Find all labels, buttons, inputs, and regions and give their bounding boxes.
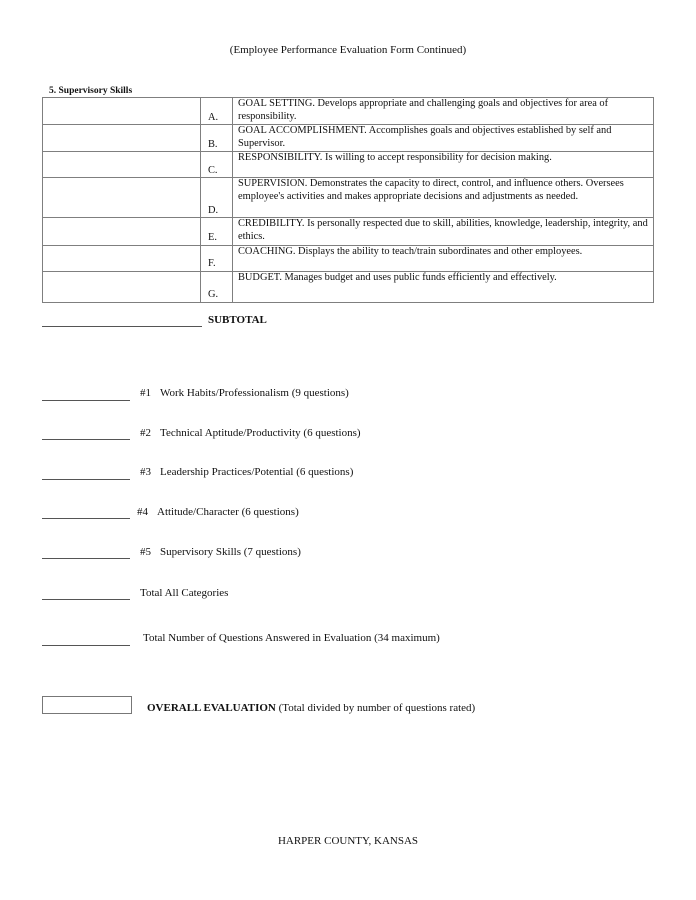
- category-1-number: #1: [140, 387, 151, 399]
- total-questions-input[interactable]: [42, 645, 130, 646]
- row-description: SUPERVISION. Demonstrates the capacity to direct, control, and influence others. Oversees employee's activities and makes appropriate decisions and adjustments as needed.: [233, 178, 654, 218]
- total-all-input[interactable]: [42, 599, 130, 600]
- row-letter: C.: [201, 152, 233, 178]
- table-row: [43, 271, 654, 302]
- score-input-c[interactable]: [43, 152, 201, 178]
- table-row: [43, 245, 654, 271]
- footer-county: HARPER COUNTY, KANSAS: [277, 835, 419, 847]
- row-letter: A.: [201, 98, 233, 125]
- category-4-number: #4: [137, 506, 148, 518]
- overall-evaluation-title: OVERALL EVALUATION: [147, 702, 276, 714]
- total-questions-label: Total Number of Questions Answered in Evaluation (34 maximum): [143, 632, 440, 644]
- overall-evaluation-note: (Total divided by number of questions rated): [275, 702, 476, 714]
- category-5-number: #5: [140, 546, 151, 558]
- category-4-score-input[interactable]: [42, 518, 130, 519]
- category-3-label: Leadership Practices/Potential (6 questions): [160, 466, 354, 478]
- row-letter: B.: [201, 125, 233, 152]
- row-letter: G.: [201, 271, 233, 302]
- category-4-label: Attitude/Character (6 questions): [157, 506, 299, 518]
- row-letter: E.: [201, 218, 233, 245]
- score-input-a[interactable]: [43, 98, 201, 125]
- row-letter: F.: [201, 245, 233, 271]
- supervisory-skills-table: [42, 97, 654, 303]
- row-description: CREDIBILITY. Is personally respected due to skill, abilities, knowledge, leadership, integrity, and ethics.: [233, 218, 654, 245]
- score-input-f[interactable]: [43, 245, 201, 271]
- row-letter: D.: [201, 178, 233, 218]
- score-input-g[interactable]: [43, 271, 201, 302]
- subtotal-label: SUBTOTAL: [208, 314, 267, 326]
- row-description: COACHING. Displays the ability to teach/train subordinates and other employees.: [233, 245, 654, 271]
- category-5-label: Supervisory Skills (7 questions): [160, 546, 301, 558]
- category-1-score-input[interactable]: [42, 400, 130, 401]
- overall-evaluation-input[interactable]: [42, 696, 132, 714]
- table-row: [43, 98, 654, 125]
- total-all-label: Total All Categories: [140, 587, 229, 599]
- subtotal-input[interactable]: [42, 326, 202, 327]
- table-row: [43, 125, 654, 152]
- form-continued-title: (Employee Performance Evaluation Form Continued): [229, 44, 467, 56]
- category-3-score-input[interactable]: [42, 479, 130, 480]
- score-input-e[interactable]: [43, 218, 201, 245]
- row-description: GOAL SETTING. Develops appropriate and challenging goals and objectives for area of responsibility.: [233, 98, 654, 125]
- table-row: [43, 152, 654, 178]
- score-input-d[interactable]: [43, 178, 201, 218]
- row-description: BUDGET. Manages budget and uses public funds efficiently and effectively.: [233, 271, 654, 302]
- table-row: [43, 218, 654, 245]
- category-3-number: #3: [140, 466, 151, 478]
- category-2-number: #2: [140, 427, 151, 439]
- score-input-b[interactable]: [43, 125, 201, 152]
- row-description: GOAL ACCOMPLISHMENT. Accomplishes goals and objectives established by self and Supervisor.: [233, 125, 654, 152]
- category-5-score-input[interactable]: [42, 558, 130, 559]
- section-title: 5. Supervisory Skills: [49, 86, 133, 96]
- category-2-score-input[interactable]: [42, 439, 130, 440]
- table-row: [43, 178, 654, 218]
- category-2-label: Technical Aptitude/Productivity (6 questions): [160, 427, 361, 439]
- row-description: RESPONSIBILITY. Is willing to accept responsibility for decision making.: [233, 152, 654, 178]
- category-1-label: Work Habits/Professionalism (9 questions): [160, 387, 349, 399]
- overall-evaluation-label: [147, 702, 475, 714]
